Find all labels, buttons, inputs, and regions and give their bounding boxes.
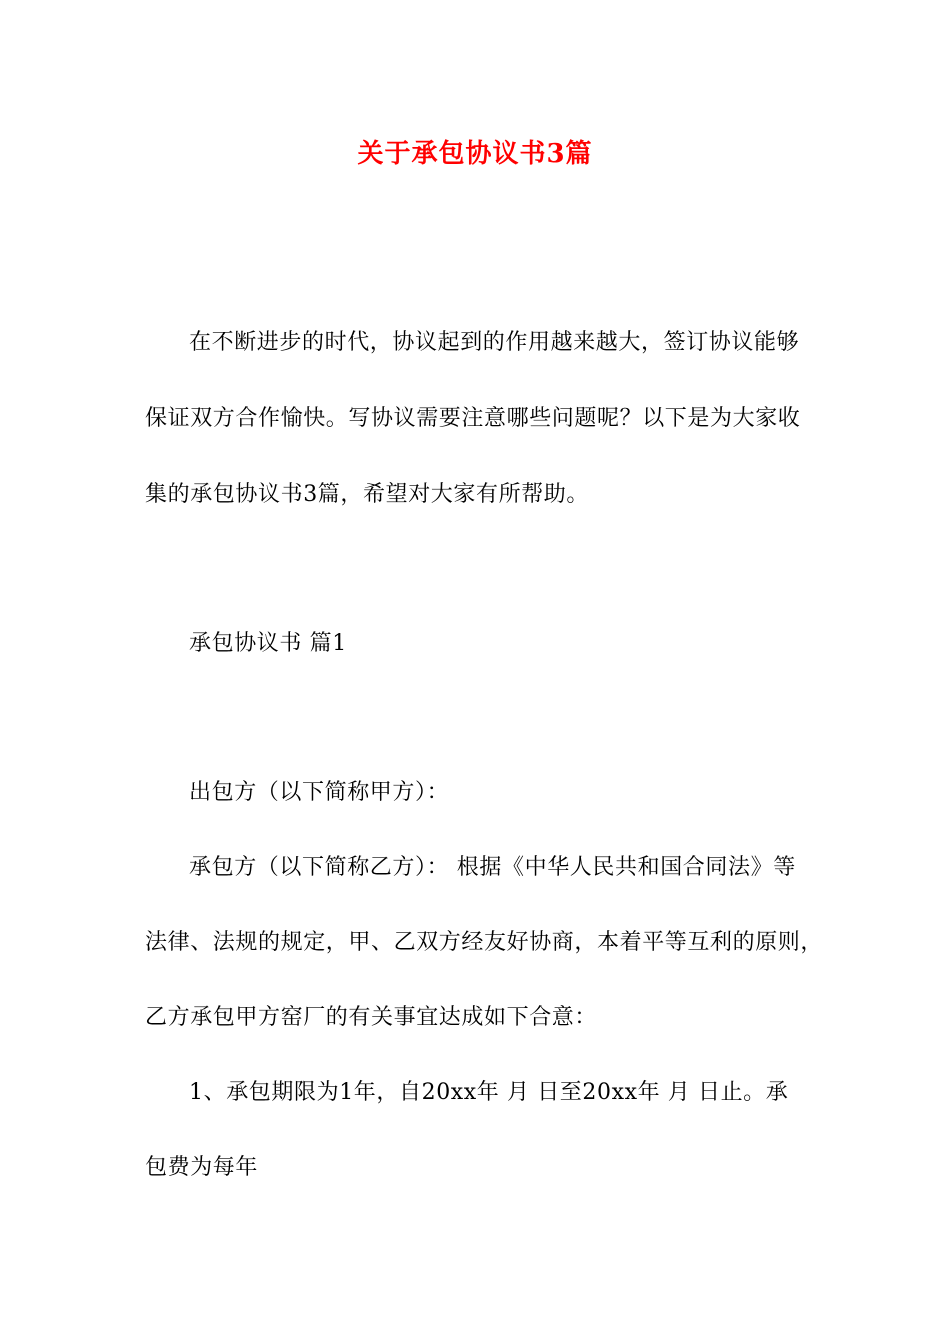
party-a-line: 出包方（以下简称甲方）： <box>189 780 450 805</box>
body-line-2: 乙方承包甲方窑厂的有关事宜达成如下合意： <box>145 1005 598 1030</box>
clause-1-line-2: 包费为每年 <box>145 1155 259 1180</box>
intro-line-2: 保证双方合作愉快。写协议需要注意哪些问题呢？以下是为大家收 <box>145 406 801 431</box>
party-b-line: 承包方（以下简称乙方）： 根据《中华人民共和国合同法》等 <box>189 855 796 880</box>
body-line-1: 法律、法规的规定，甲、乙双方经友好协商，本着平等互利的原则， <box>145 930 824 955</box>
clause-1-line-1: 1、承包期限为1年，自20xx年 月 日至20xx年 月 日止。承 <box>189 1080 789 1105</box>
section-heading: 承包协议书 篇1 <box>189 631 347 656</box>
intro-line-3: 集的承包协议书3篇，希望对大家有所帮助。 <box>145 482 589 507</box>
document-title: 关于承包协议书3篇 <box>357 139 593 169</box>
intro-line-1: 在不断进步的时代，协议起到的作用越来越大，签订协议能够 <box>189 330 800 355</box>
